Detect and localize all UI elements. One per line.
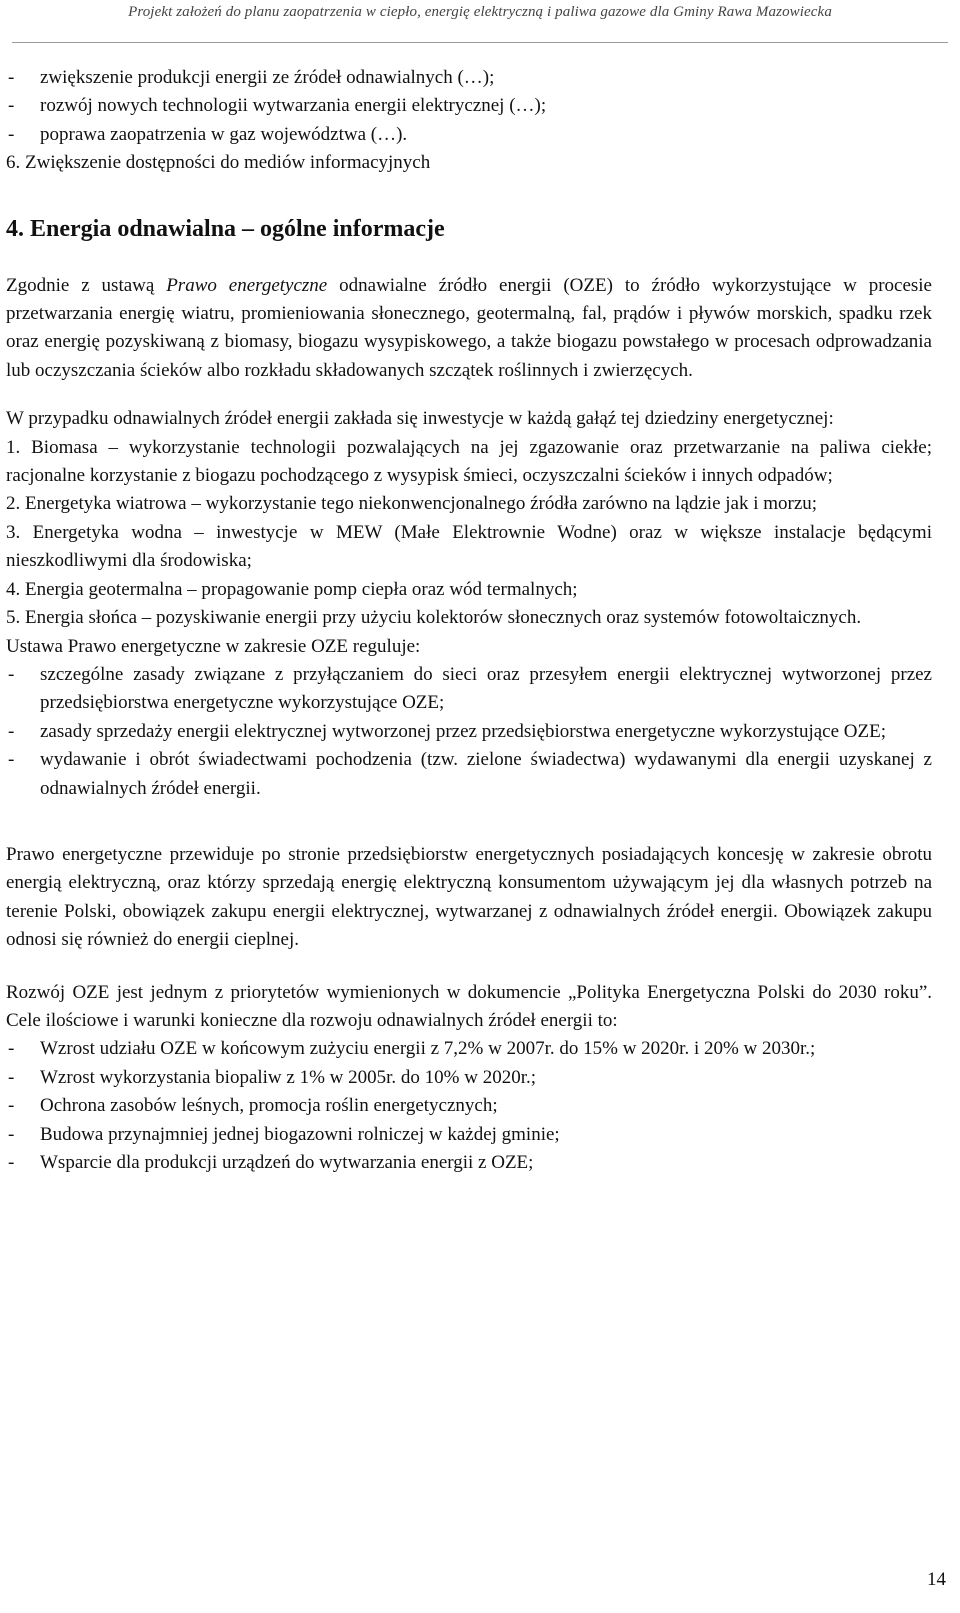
list-item <box>6 1035 932 1063</box>
page-number: 14 <box>927 1569 946 1590</box>
dash-bullet: - <box>8 720 15 742</box>
list-item <box>6 1092 932 1120</box>
dash-bullet: - <box>8 1066 15 1088</box>
goal-list-item: Wzrost wykorzystania biopaliw z 1% w 2005r. do 10% w 2020r.; <box>40 1066 537 1088</box>
numbered-item: 1. Biomasa – wykorzystanie technologii pozwalających na jej zgazowanie oraz przetwarzanie na paliwa ciekłe; racjonalne korzystanie z biogazu pochodzącego z wysypisk śmieci, oczyszczalni ścieków i innych odpadów; <box>6 436 932 487</box>
numbered-item: 4. Energia geotermalna – propagowanie pomp ciepła oraz wód termalnych; <box>6 578 578 600</box>
dash-bullet: - <box>8 749 15 771</box>
intro-list-item: poprawa zaopatrzenia w gaz województwa (…). <box>40 123 408 145</box>
list-item <box>6 92 932 120</box>
list-item <box>6 718 932 746</box>
intro-item-6: 6. Zwiększenie dostępności do mediów informacyjnych <box>6 152 431 174</box>
dash-bullet: - <box>8 1123 15 1145</box>
ustawa-intro: Ustawa Prawo energetyczne w zakresie OZE reguluje: <box>6 635 421 657</box>
dash-bullet: - <box>8 1095 15 1117</box>
para1-after: odnawialne źródło energii (OZE) to źródło wykorzystujące w procesie przetwarzania energię wiatru, promieniowania słonecznego, geotermalną, fal, prądów i pływów morskich, spadku rzek oraz energię pozyskiwaną z biomasy, biogazu wysypiskowego, a także biogazu powstałego w procesach odprowadzania lub oczyszczania ścieków albo rozkładu składowanych szczątek roślinnych i zwierzęcych. <box>6 274 932 381</box>
dash-bullet: - <box>8 95 15 117</box>
paragraph-oze-definition <box>6 272 932 386</box>
list-item <box>6 746 932 803</box>
ustawa-list-item: zasady sprzedaży energii elektrycznej wytworzonej przez przedsiębiorstwa energetyczne wykorzystujące OZE; <box>40 720 886 742</box>
list-item <box>6 64 932 92</box>
intro-list-item: zwiększenie produkcji energii ze źródeł odnawialnych (…); <box>40 67 495 88</box>
goal-list-item: Wzrost udziału OZE w końcowym zużyciu energii z 7,2% w 2007r. do 15% w 2020r. i 20% w 2030r.; <box>40 1038 816 1060</box>
section-title: 4. Energia odnawialna – ogólne informacje <box>6 215 445 242</box>
document-body <box>6 64 932 1177</box>
ustawa-list-item: szczególne zasady związane z przyłączaniem do sieci oraz przesyłem energii elektrycznej wytworzonej przez przedsiębiorstwa energetyczne wykorzystujące OZE; <box>40 663 932 714</box>
dash-bullet: - <box>8 663 15 685</box>
list-item <box>6 1121 932 1149</box>
goal-list-item: Budowa przynajmniej jednej biogazowni rolniczej w każdej gminie; <box>40 1123 560 1145</box>
paragraph-investments: W przypadku odnawialnych źródeł energii zakłada się inwestycje w każdą gałąź tej dziedziny energetycznej: <box>6 408 834 430</box>
header-divider <box>12 42 948 43</box>
page-header: Projekt założeń do planu zaopatrzenia w ciepło, energię elektryczną i paliwa gazowe dla Gminy Rawa Mazowiecka <box>128 4 832 20</box>
dash-bullet: - <box>8 1038 15 1060</box>
paragraph-purchase-obligation: Prawo energetyczne przewiduje po stronie przedsiębiorstw energetycznych posiadających koncesję w zakresie obrotu energią elektryczną, oraz którzy sprzedają energię elektryczną konsumentom używającym jej dla własnych potrzeb na terenie Polski, obowiązek zakupu energii elektrycznej, wytwarzanej z odnawialnych źródeł energii. Obowiązek zakupu odnosi się również do energii cieplnej. <box>6 843 932 951</box>
list-item <box>6 121 932 149</box>
dash-bullet: - <box>8 123 15 145</box>
dash-bullet: - <box>8 1152 15 1173</box>
dash-bullet: - <box>8 67 15 88</box>
para1-before: Zgodnie z ustawą <box>6 274 167 296</box>
numbered-item: 3. Energetyka wodna – inwestycje w MEW (Małe Elektrownie Wodne) oraz w większe instalacje będącymi nieszkodliwymi dla środowiska; <box>6 521 932 572</box>
goal-list-item: Wsparcie dla produkcji urządzeń do wytwarzania energii z OZE; <box>40 1152 534 1173</box>
goal-list-item: Ochrona zasobów leśnych, promocja roślin energetycznych; <box>40 1095 498 1117</box>
list-item <box>6 1064 932 1092</box>
numbered-item: 2. Energetyka wiatrowa – wykorzystanie tego niekonwencjonalnego źródła zarówno na lądzie jak i morzu; <box>6 493 818 515</box>
list-item <box>6 661 932 718</box>
law-name-italic: Prawo energetyczne <box>166 274 328 296</box>
paragraph-energy-policy: Rozwój OZE jest jednym z priorytetów wymienionych w dokumencie „Polityka Energetyczna Polski do 2030 roku”. Cele ilościowe i warunki konieczne dla rozwoju odnawialnych źródeł energii to: <box>6 981 932 1031</box>
intro-list-item: rozwój nowych technologii wytwarzania energii elektrycznej (…); <box>40 95 547 117</box>
numbered-item: 5. Energia słońca – pozyskiwanie energii przy użyciu kolektorów słonecznych oraz systemów fotowoltaicznych. <box>6 607 862 629</box>
list-item <box>6 1149 932 1177</box>
ustawa-list-item: wydawanie i obrót świadectwami pochodzenia (tzw. zielone świadectwa) wydawanymi dla energii uzyskanej z odnawialnych źródeł energii. <box>40 749 932 799</box>
